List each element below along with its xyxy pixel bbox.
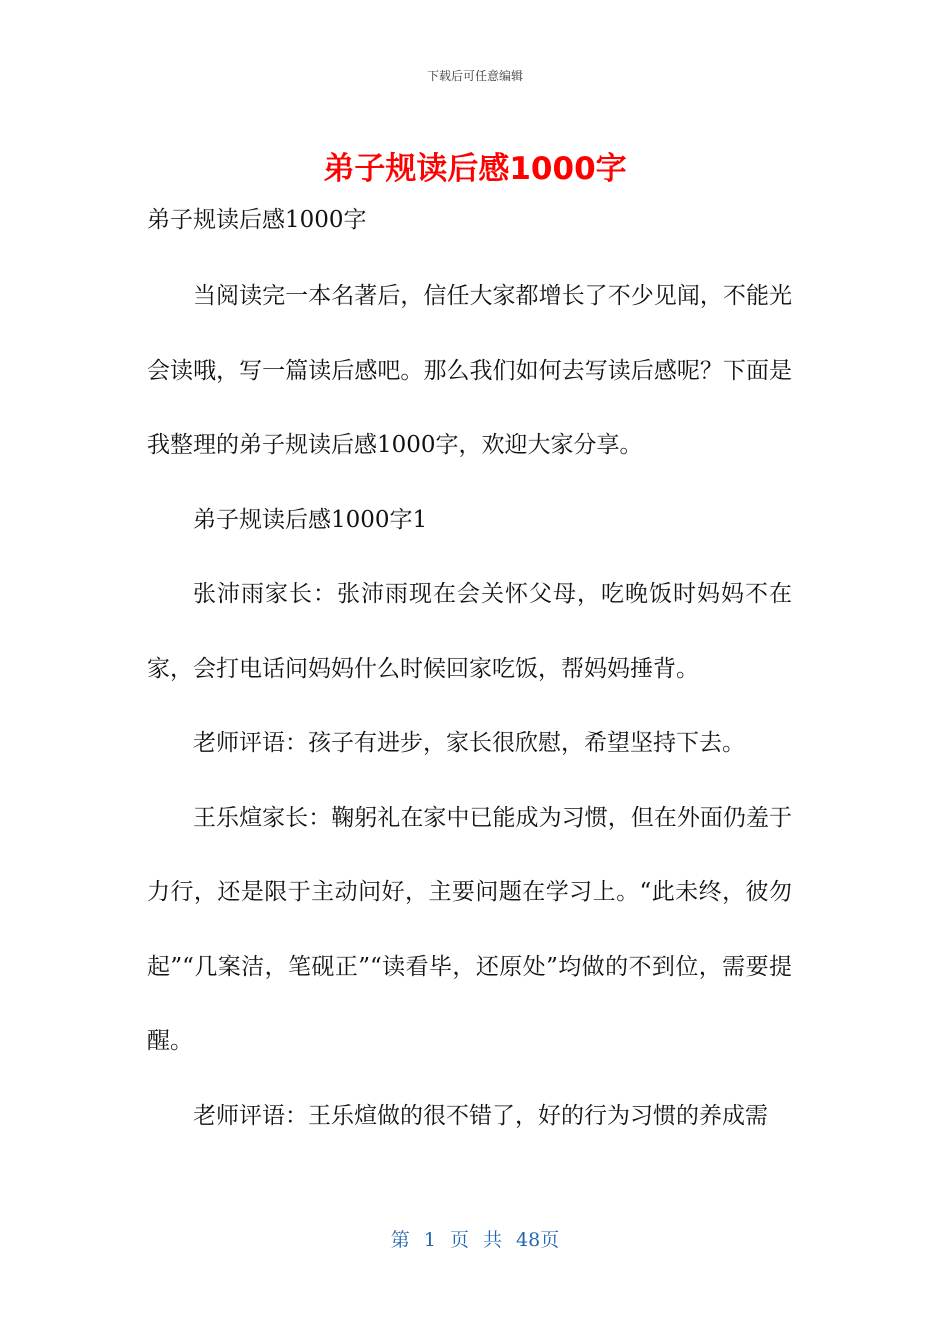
intro-paragraph: 当阅读完一本名著后，信任大家都增长了不少见闻，不能光会读哦，写一篇读后感吧。那么我们如何去写读后感呢？下面是我整理的弟子规读后感1000字，欢迎大家分享。	[147, 283, 792, 458]
parent-comment-paragraph: 王乐煊家长：鞠躬礼在家中已能成为习惯，但在外面仍羞于力行，还是限于主动问好，主要问题在学习上。“此未终，彼勿起”“几案洁，笔砚正”“读看毕，还原处”均做的不到位，需要提醒。	[147, 804, 792, 1054]
teacher-comment-paragraph: 老师评语：孩子有进步，家长很欣慰，希望坚持下去。	[193, 730, 745, 756]
parent-comment-paragraph: 张沛雨家长：张沛雨现在会关怀父母，吃晚饭时妈妈不在家，会打电话问妈妈什么时候回家吃饭，帮妈妈捶背。	[147, 581, 792, 682]
teacher-comment-paragraph: 老师评语：王乐煊做的很不错了，好的行为习惯的养成需	[193, 1102, 768, 1129]
document-body	[147, 200, 792, 1153]
header-note: 下载后可任意编辑	[426, 69, 523, 83]
section-heading: 弟子规读后感1000字1	[193, 506, 428, 533]
subtitle-paragraph: 弟子规读后感1000字	[147, 207, 367, 233]
document-title: 弟子规读后感1000字	[323, 151, 627, 187]
page-number-footer: 第 1 页 共 48页	[390, 1229, 560, 1251]
